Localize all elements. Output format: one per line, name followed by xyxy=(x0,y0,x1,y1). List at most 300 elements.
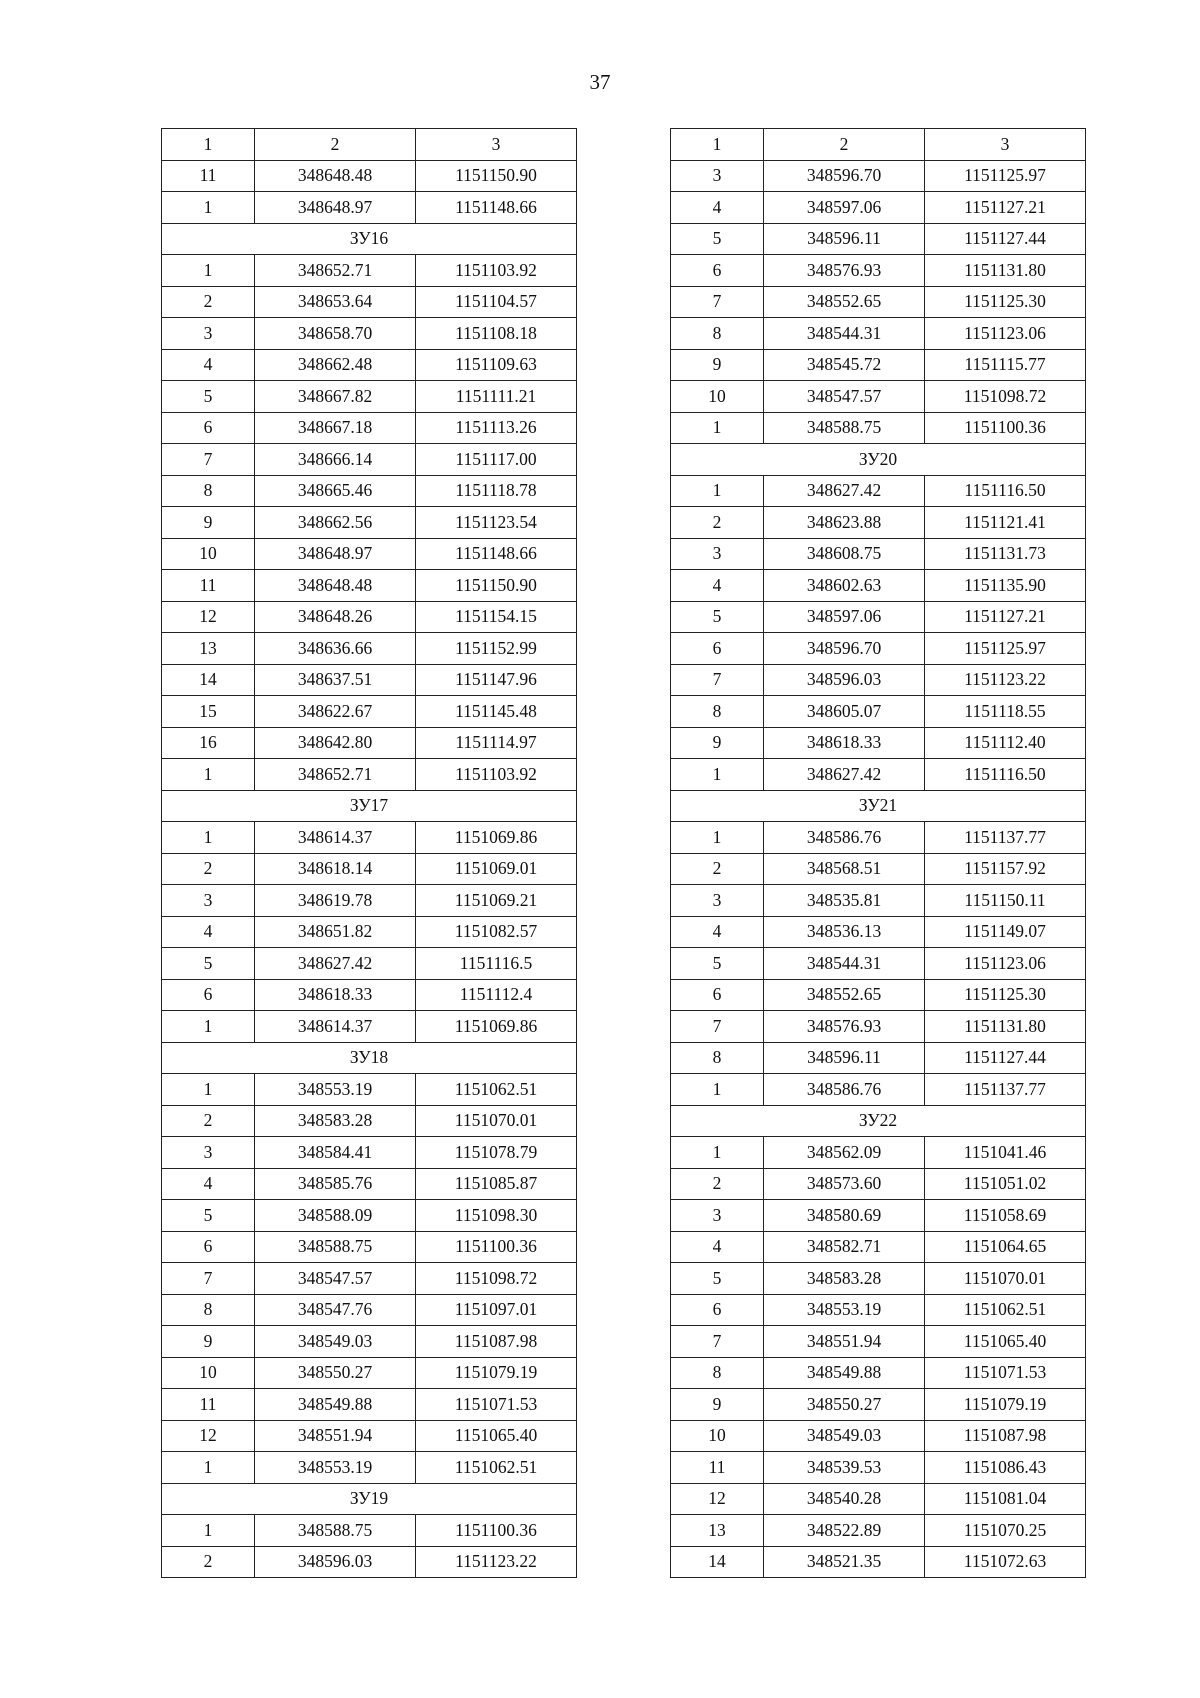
point-number-cell: 5 xyxy=(671,1263,764,1295)
y-coordinate-cell: 1151086.43 xyxy=(925,1452,1086,1484)
table-row xyxy=(671,160,1086,192)
point-number-cell: 13 xyxy=(162,633,255,665)
table-row xyxy=(162,1011,577,1043)
table-row xyxy=(162,1074,577,1106)
x-coordinate-cell: 348588.09 xyxy=(255,1200,416,1232)
y-coordinate-cell: 1151131.80 xyxy=(925,1011,1086,1043)
y-coordinate-cell: 1151070.01 xyxy=(416,1105,577,1137)
y-coordinate-cell: 1151070.25 xyxy=(925,1515,1086,1547)
y-coordinate-cell: 1151127.44 xyxy=(925,1042,1086,1074)
section-row xyxy=(162,1042,577,1074)
point-number-cell: 12 xyxy=(671,1483,764,1515)
x-coordinate-cell: 348614.37 xyxy=(255,1011,416,1043)
table-row xyxy=(162,1105,577,1137)
table-row xyxy=(671,381,1086,413)
point-number-cell: 4 xyxy=(162,349,255,381)
point-number-cell: 2 xyxy=(671,507,764,539)
point-number-cell: 10 xyxy=(671,381,764,413)
point-number-cell: 5 xyxy=(162,381,255,413)
point-number-cell: 2 xyxy=(162,853,255,885)
y-coordinate-cell: 1151109.63 xyxy=(416,349,577,381)
table-header-row xyxy=(162,129,577,161)
x-coordinate-cell: 348597.06 xyxy=(764,601,925,633)
table-row xyxy=(671,538,1086,570)
table-row xyxy=(162,853,577,885)
table-row xyxy=(162,822,577,854)
x-coordinate-cell: 348619.78 xyxy=(255,885,416,917)
point-number-cell: 11 xyxy=(162,160,255,192)
table-row xyxy=(671,1326,1086,1358)
y-coordinate-cell: 1151115.77 xyxy=(925,349,1086,381)
y-coordinate-cell: 1151065.40 xyxy=(416,1420,577,1452)
y-coordinate-cell: 1151062.51 xyxy=(416,1452,577,1484)
x-coordinate-cell: 348547.57 xyxy=(255,1263,416,1295)
table-row xyxy=(162,979,577,1011)
table-row xyxy=(671,1263,1086,1295)
point-number-cell: 6 xyxy=(162,1231,255,1263)
table-row xyxy=(671,1042,1086,1074)
x-coordinate-cell: 348605.07 xyxy=(764,696,925,728)
point-number-cell: 4 xyxy=(671,1231,764,1263)
point-number-cell: 9 xyxy=(671,349,764,381)
table-row xyxy=(162,633,577,665)
y-coordinate-cell: 1151116.5 xyxy=(416,948,577,980)
point-number-cell: 1 xyxy=(162,822,255,854)
table-row xyxy=(162,160,577,192)
table-row xyxy=(671,1074,1086,1106)
section-row xyxy=(162,790,577,822)
y-coordinate-cell: 1151148.66 xyxy=(416,538,577,570)
x-coordinate-cell: 348667.18 xyxy=(255,412,416,444)
y-coordinate-cell: 1151079.19 xyxy=(925,1389,1086,1421)
x-coordinate-cell: 348551.94 xyxy=(255,1420,416,1452)
y-coordinate-cell: 1151123.54 xyxy=(416,507,577,539)
table-row xyxy=(162,1452,577,1484)
y-coordinate-cell: 1151125.30 xyxy=(925,286,1086,318)
y-coordinate-cell: 1151121.41 xyxy=(925,507,1086,539)
y-coordinate-cell: 1151117.00 xyxy=(416,444,577,476)
x-coordinate-cell: 348545.72 xyxy=(764,349,925,381)
x-coordinate-cell: 348608.75 xyxy=(764,538,925,570)
x-coordinate-cell: 348585.76 xyxy=(255,1168,416,1200)
point-number-cell: 2 xyxy=(162,286,255,318)
y-coordinate-cell: 1151116.50 xyxy=(925,475,1086,507)
table-row xyxy=(162,759,577,791)
x-coordinate-cell: 348648.97 xyxy=(255,538,416,570)
table-row xyxy=(162,381,577,413)
y-coordinate-cell: 1151147.96 xyxy=(416,664,577,696)
table-row xyxy=(162,286,577,318)
table-row xyxy=(671,475,1086,507)
point-number-cell: 7 xyxy=(162,444,255,476)
table-row xyxy=(162,664,577,696)
point-number-cell: 7 xyxy=(671,1011,764,1043)
y-coordinate-cell: 1151137.77 xyxy=(925,1074,1086,1106)
point-number-cell: 2 xyxy=(671,1168,764,1200)
point-number-cell: 7 xyxy=(162,1263,255,1295)
table-row xyxy=(162,507,577,539)
table-row xyxy=(671,255,1086,287)
table-row xyxy=(162,1137,577,1169)
point-number-cell: 15 xyxy=(162,696,255,728)
point-number-cell: 4 xyxy=(671,192,764,224)
point-number-cell: 2 xyxy=(671,853,764,885)
y-coordinate-cell: 1151149.07 xyxy=(925,916,1086,948)
point-number-cell: 1 xyxy=(162,192,255,224)
x-coordinate-cell: 348637.51 xyxy=(255,664,416,696)
x-coordinate-cell: 348597.06 xyxy=(764,192,925,224)
point-number-cell: 7 xyxy=(671,1326,764,1358)
table-row xyxy=(671,633,1086,665)
x-coordinate-cell: 348562.09 xyxy=(764,1137,925,1169)
point-number-cell: 1 xyxy=(671,822,764,854)
y-coordinate-cell: 1151135.90 xyxy=(925,570,1086,602)
y-coordinate-cell: 1151111.21 xyxy=(416,381,577,413)
x-coordinate-cell: 348614.37 xyxy=(255,822,416,854)
y-coordinate-cell: 1151127.21 xyxy=(925,601,1086,633)
x-coordinate-cell: 348549.88 xyxy=(764,1357,925,1389)
table-row xyxy=(162,1326,577,1358)
table-row xyxy=(671,1546,1086,1578)
table-row xyxy=(162,1515,577,1547)
x-coordinate-cell: 348553.19 xyxy=(255,1074,416,1106)
section-label: ЗУ17 xyxy=(162,790,577,822)
x-coordinate-cell: 348535.81 xyxy=(764,885,925,917)
y-coordinate-cell: 1151148.66 xyxy=(416,192,577,224)
y-coordinate-cell: 1151150.90 xyxy=(416,570,577,602)
y-coordinate-cell: 1151078.79 xyxy=(416,1137,577,1169)
y-coordinate-cell: 1151041.46 xyxy=(925,1137,1086,1169)
header-point-number: 1 xyxy=(671,129,764,161)
table-row xyxy=(162,255,577,287)
y-coordinate-cell: 1151071.53 xyxy=(925,1357,1086,1389)
point-number-cell: 1 xyxy=(162,1515,255,1547)
table-row xyxy=(671,1483,1086,1515)
point-number-cell: 8 xyxy=(162,1294,255,1326)
y-coordinate-cell: 1151072.63 xyxy=(925,1546,1086,1578)
y-coordinate-cell: 1151081.04 xyxy=(925,1483,1086,1515)
x-coordinate-cell: 348618.14 xyxy=(255,853,416,885)
section-row xyxy=(671,790,1086,822)
y-coordinate-cell: 1151123.06 xyxy=(925,318,1086,350)
y-coordinate-cell: 1151097.01 xyxy=(416,1294,577,1326)
y-coordinate-cell: 1151064.65 xyxy=(925,1231,1086,1263)
x-coordinate-cell: 348553.19 xyxy=(764,1294,925,1326)
page-number: 37 xyxy=(589,70,611,94)
table-row xyxy=(671,696,1086,728)
table-row xyxy=(162,192,577,224)
table-row xyxy=(671,1231,1086,1263)
x-coordinate-cell: 348651.82 xyxy=(255,916,416,948)
section-row xyxy=(671,1105,1086,1137)
table-row xyxy=(162,1546,577,1578)
point-number-cell: 14 xyxy=(162,664,255,696)
table-row xyxy=(671,916,1086,948)
table-row xyxy=(671,192,1086,224)
point-number-cell: 3 xyxy=(162,1137,255,1169)
table-row xyxy=(671,570,1086,602)
x-coordinate-cell: 348648.48 xyxy=(255,160,416,192)
point-number-cell: 3 xyxy=(162,318,255,350)
y-coordinate-cell: 1151131.73 xyxy=(925,538,1086,570)
section-label: ЗУ16 xyxy=(162,223,577,255)
x-coordinate-cell: 348648.97 xyxy=(255,192,416,224)
table-row xyxy=(671,318,1086,350)
table-row xyxy=(671,349,1086,381)
section-row xyxy=(162,223,577,255)
x-coordinate-cell: 348648.26 xyxy=(255,601,416,633)
point-number-cell: 6 xyxy=(162,979,255,1011)
point-number-cell: 1 xyxy=(671,1074,764,1106)
x-coordinate-cell: 348618.33 xyxy=(255,979,416,1011)
x-coordinate-cell: 348586.76 xyxy=(764,1074,925,1106)
point-number-cell: 1 xyxy=(671,1137,764,1169)
section-label: ЗУ21 xyxy=(671,790,1086,822)
y-coordinate-cell: 1151152.99 xyxy=(416,633,577,665)
x-coordinate-cell: 348642.80 xyxy=(255,727,416,759)
table-row xyxy=(162,1168,577,1200)
y-coordinate-cell: 1151131.80 xyxy=(925,255,1086,287)
table-row xyxy=(162,948,577,980)
x-coordinate-cell: 348658.70 xyxy=(255,318,416,350)
x-coordinate-cell: 348666.14 xyxy=(255,444,416,476)
point-number-cell: 6 xyxy=(671,979,764,1011)
point-number-cell: 9 xyxy=(671,1389,764,1421)
y-coordinate-cell: 1151085.87 xyxy=(416,1168,577,1200)
y-coordinate-cell: 1151150.90 xyxy=(416,160,577,192)
x-coordinate-cell: 348652.71 xyxy=(255,255,416,287)
y-coordinate-cell: 1151065.40 xyxy=(925,1326,1086,1358)
y-coordinate-cell: 1151137.77 xyxy=(925,822,1086,854)
x-coordinate-cell: 348596.11 xyxy=(764,223,925,255)
table-row xyxy=(162,601,577,633)
y-coordinate-cell: 1151100.36 xyxy=(925,412,1086,444)
x-coordinate-cell: 348547.57 xyxy=(764,381,925,413)
table-row xyxy=(671,1294,1086,1326)
y-coordinate-cell: 1151108.18 xyxy=(416,318,577,350)
point-number-cell: 4 xyxy=(671,916,764,948)
y-coordinate-cell: 1151112.40 xyxy=(925,727,1086,759)
x-coordinate-cell: 348583.28 xyxy=(764,1263,925,1295)
x-coordinate-cell: 348627.42 xyxy=(764,475,925,507)
x-coordinate-cell: 348623.88 xyxy=(764,507,925,539)
y-coordinate-cell: 1151103.92 xyxy=(416,255,577,287)
table-row xyxy=(162,570,577,602)
point-number-cell: 6 xyxy=(671,255,764,287)
y-coordinate-cell: 1151150.11 xyxy=(925,885,1086,917)
table-row xyxy=(671,885,1086,917)
point-number-cell: 5 xyxy=(162,948,255,980)
table-row xyxy=(162,1420,577,1452)
table-row xyxy=(162,538,577,570)
point-number-cell: 2 xyxy=(162,1546,255,1578)
y-coordinate-cell: 1151098.72 xyxy=(925,381,1086,413)
y-coordinate-cell: 1151079.19 xyxy=(416,1357,577,1389)
coordinates-table-left xyxy=(161,128,577,1578)
y-coordinate-cell: 1151087.98 xyxy=(416,1326,577,1358)
table-row xyxy=(162,727,577,759)
point-number-cell: 9 xyxy=(671,727,764,759)
point-number-cell: 3 xyxy=(671,538,764,570)
header-point-number: 1 xyxy=(162,129,255,161)
x-coordinate-cell: 348583.28 xyxy=(255,1105,416,1137)
x-coordinate-cell: 348544.31 xyxy=(764,948,925,980)
header-y-coordinate: 3 xyxy=(925,129,1086,161)
x-coordinate-cell: 348584.41 xyxy=(255,1137,416,1169)
x-coordinate-cell: 348552.65 xyxy=(764,286,925,318)
table-row xyxy=(162,1389,577,1421)
point-number-cell: 7 xyxy=(671,286,764,318)
point-number-cell: 4 xyxy=(162,1168,255,1200)
x-coordinate-cell: 348596.03 xyxy=(255,1546,416,1578)
x-coordinate-cell: 348596.70 xyxy=(764,160,925,192)
table-row xyxy=(671,1515,1086,1547)
point-number-cell: 1 xyxy=(162,759,255,791)
x-coordinate-cell: 348544.31 xyxy=(764,318,925,350)
y-coordinate-cell: 1151116.50 xyxy=(925,759,1086,791)
section-row xyxy=(671,444,1086,476)
y-coordinate-cell: 1151071.53 xyxy=(416,1389,577,1421)
y-coordinate-cell: 1151114.97 xyxy=(416,727,577,759)
x-coordinate-cell: 348582.71 xyxy=(764,1231,925,1263)
point-number-cell: 11 xyxy=(162,1389,255,1421)
y-coordinate-cell: 1151087.98 xyxy=(925,1420,1086,1452)
y-coordinate-cell: 1151157.92 xyxy=(925,853,1086,885)
table-row xyxy=(671,286,1086,318)
x-coordinate-cell: 348667.82 xyxy=(255,381,416,413)
table-row xyxy=(671,1011,1086,1043)
y-coordinate-cell: 1151082.57 xyxy=(416,916,577,948)
y-coordinate-cell: 1151112.4 xyxy=(416,979,577,1011)
point-number-cell: 8 xyxy=(671,1042,764,1074)
point-number-cell: 10 xyxy=(162,1357,255,1389)
x-coordinate-cell: 348550.27 xyxy=(764,1389,925,1421)
table-row xyxy=(671,1357,1086,1389)
x-coordinate-cell: 348596.70 xyxy=(764,633,925,665)
table-row xyxy=(162,318,577,350)
point-number-cell: 1 xyxy=(162,255,255,287)
point-number-cell: 11 xyxy=(671,1452,764,1484)
x-coordinate-cell: 348576.93 xyxy=(764,255,925,287)
y-coordinate-cell: 1151069.21 xyxy=(416,885,577,917)
x-coordinate-cell: 348652.71 xyxy=(255,759,416,791)
x-coordinate-cell: 348596.03 xyxy=(764,664,925,696)
x-coordinate-cell: 348588.75 xyxy=(764,412,925,444)
y-coordinate-cell: 1151104.57 xyxy=(416,286,577,318)
y-coordinate-cell: 1151125.97 xyxy=(925,160,1086,192)
y-coordinate-cell: 1151062.51 xyxy=(416,1074,577,1106)
section-row xyxy=(162,1483,577,1515)
x-coordinate-cell: 348627.42 xyxy=(764,759,925,791)
table-row xyxy=(671,601,1086,633)
y-coordinate-cell: 1151123.22 xyxy=(416,1546,577,1578)
point-number-cell: 1 xyxy=(162,1074,255,1106)
x-coordinate-cell: 348662.48 xyxy=(255,349,416,381)
x-coordinate-cell: 348602.63 xyxy=(764,570,925,602)
point-number-cell: 6 xyxy=(671,1294,764,1326)
table-row xyxy=(671,727,1086,759)
section-label: ЗУ19 xyxy=(162,1483,577,1515)
point-number-cell: 2 xyxy=(162,1105,255,1137)
point-number-cell: 5 xyxy=(671,601,764,633)
section-label: ЗУ18 xyxy=(162,1042,577,1074)
table-row xyxy=(671,822,1086,854)
table-row xyxy=(671,412,1086,444)
x-coordinate-cell: 348573.60 xyxy=(764,1168,925,1200)
header-x-coordinate: 2 xyxy=(255,129,416,161)
x-coordinate-cell: 348588.75 xyxy=(255,1231,416,1263)
header-x-coordinate: 2 xyxy=(764,129,925,161)
table-row xyxy=(162,349,577,381)
x-coordinate-cell: 348540.28 xyxy=(764,1483,925,1515)
section-label: ЗУ22 xyxy=(671,1105,1086,1137)
point-number-cell: 3 xyxy=(671,160,764,192)
point-number-cell: 1 xyxy=(671,412,764,444)
y-coordinate-cell: 1151145.48 xyxy=(416,696,577,728)
point-number-cell: 3 xyxy=(671,885,764,917)
x-coordinate-cell: 348580.69 xyxy=(764,1200,925,1232)
table-row xyxy=(671,1452,1086,1484)
section-label: ЗУ20 xyxy=(671,444,1086,476)
point-number-cell: 7 xyxy=(671,664,764,696)
point-number-cell: 4 xyxy=(671,570,764,602)
point-number-cell: 10 xyxy=(671,1420,764,1452)
y-coordinate-cell: 1151070.01 xyxy=(925,1263,1086,1295)
x-coordinate-cell: 348627.42 xyxy=(255,948,416,980)
point-number-cell: 1 xyxy=(162,1452,255,1484)
y-coordinate-cell: 1151062.51 xyxy=(925,1294,1086,1326)
point-number-cell: 11 xyxy=(162,570,255,602)
table-row xyxy=(162,916,577,948)
point-number-cell: 13 xyxy=(671,1515,764,1547)
x-coordinate-cell: 348521.35 xyxy=(764,1546,925,1578)
x-coordinate-cell: 348522.89 xyxy=(764,1515,925,1547)
table-row xyxy=(162,885,577,917)
point-number-cell: 10 xyxy=(162,538,255,570)
y-coordinate-cell: 1151123.22 xyxy=(925,664,1086,696)
x-coordinate-cell: 348648.48 xyxy=(255,570,416,602)
y-coordinate-cell: 1151069.01 xyxy=(416,853,577,885)
y-coordinate-cell: 1151100.36 xyxy=(416,1515,577,1547)
point-number-cell: 3 xyxy=(671,1200,764,1232)
y-coordinate-cell: 1151125.97 xyxy=(925,633,1086,665)
x-coordinate-cell: 348665.46 xyxy=(255,475,416,507)
point-number-cell: 1 xyxy=(671,759,764,791)
table-row xyxy=(671,1389,1086,1421)
table-row xyxy=(671,853,1086,885)
table-row xyxy=(671,979,1086,1011)
y-coordinate-cell: 1151125.30 xyxy=(925,979,1086,1011)
point-number-cell: 8 xyxy=(671,1357,764,1389)
point-number-cell: 12 xyxy=(162,601,255,633)
point-number-cell: 1 xyxy=(671,475,764,507)
x-coordinate-cell: 348586.76 xyxy=(764,822,925,854)
table-row xyxy=(162,444,577,476)
y-coordinate-cell: 1151069.86 xyxy=(416,822,577,854)
y-coordinate-cell: 1151118.78 xyxy=(416,475,577,507)
point-number-cell: 3 xyxy=(162,885,255,917)
table-row xyxy=(671,1420,1086,1452)
point-number-cell: 12 xyxy=(162,1420,255,1452)
y-coordinate-cell: 1151123.06 xyxy=(925,948,1086,980)
x-coordinate-cell: 348547.76 xyxy=(255,1294,416,1326)
table-row xyxy=(671,1200,1086,1232)
table-row xyxy=(162,1357,577,1389)
point-number-cell: 9 xyxy=(162,507,255,539)
x-coordinate-cell: 348576.93 xyxy=(764,1011,925,1043)
table-body xyxy=(162,160,577,1578)
table-row xyxy=(162,1263,577,1295)
